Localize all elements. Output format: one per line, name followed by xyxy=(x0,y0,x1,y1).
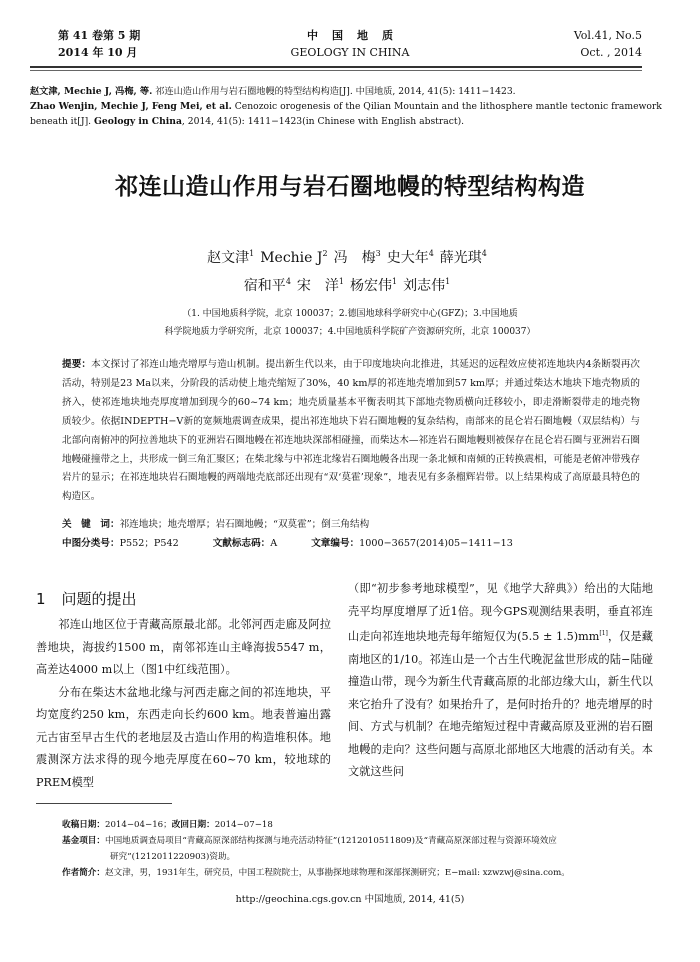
author-affiliation-marker: 1 xyxy=(249,249,255,258)
author-list-line2 xyxy=(0,275,700,295)
body-left-column xyxy=(36,614,331,794)
author-affiliation-marker: 1 xyxy=(338,277,344,286)
header-rule xyxy=(30,66,642,68)
author-name: 冯 梅 xyxy=(333,250,376,266)
date-en: Oct. , 2014 xyxy=(580,46,642,59)
dates-note xyxy=(62,817,652,833)
abstract xyxy=(62,356,640,507)
fund-label: 基金项目： xyxy=(62,836,105,846)
section-heading xyxy=(36,588,137,609)
abstract-label: 提要： xyxy=(62,359,92,370)
clc-label: 中图分类号： xyxy=(62,538,120,549)
classification xyxy=(62,535,640,554)
citation-en-text: Cenozoic orogenesis of the Qilian Mountain and the lithosphere mantle tectonic framework beneath it[J]. xyxy=(30,101,662,127)
footnote-rule xyxy=(36,803,172,804)
journal-issue-en xyxy=(574,27,642,61)
citation-cn-text: 祁连山造山作用与岩石圈地幔的特型结构构造[J]. 中国地质, 2014, 41(5): 1411−1423. xyxy=(152,86,516,97)
fund-line2: 研究”(1212011220903)资助。 xyxy=(110,852,236,862)
header-rule-thin xyxy=(30,70,642,71)
volume-en: Vol.41, No.5 xyxy=(573,29,642,42)
author-affiliation-marker: 3 xyxy=(375,249,381,258)
journal-issue-cn xyxy=(58,27,140,61)
author-list-line1 xyxy=(0,247,700,267)
abstract-text: 本文探讨了祁连山地壳增厚与造山机制。提出新生代以来，由于印度地块向北推进，其延迟的远程效应使祁连地块内4条断裂再次活动，特别是23 Ma以来，分阶段的活动使上地壳缩短了30%，40 km厚的祁连地壳增加到57 km厚；并通过柴达木地块下地壳物质的挤入，使祁连地块地壳厚度增加到现今的60~74 km；地壳质量基本平衡表明其下部地壳物质横向迁移较小，即走滑断裂带走的地壳物质较少。依据INDEPTH−V新的宽频地震调查成果，提出祁连地块下岩石圈地幔的复杂结构，南部来的昆仑岩石圈地幔（双层结构）与北部向南俯冲的阿拉善地块下的亚洲岩石圈地幔在祁连地块深部相碰撞，而柴达木—祁连岩石圈地幔则被保存在昆仑岩石圈与亚洲岩石圈地幔碰撞带之上，共形成一倒三角汇聚区；在柴北缘与中祁连北缘岩石圈地幔各出现一条北倾和南倾的正转换震相，可能是老俯冲带残存岩片的显示；在祁连地块岩石圈地幔的两端地壳底部还出现有“双‘莫霍’现象”，地表见有多条榴辉岩带。以上结果构成了高原最具特色的构造区。 xyxy=(62,359,641,503)
doc-code-value: A xyxy=(270,538,278,549)
author-name: 杨宏伟 xyxy=(350,278,392,294)
author-name: 史大年 xyxy=(386,250,429,266)
author-affiliation-marker: 1 xyxy=(392,277,398,286)
body-right-column xyxy=(348,578,653,784)
reference-marker[interactable]: [1] xyxy=(599,630,608,637)
fund-line1: 中国地质调查局项目“青藏高原深部结构探测与地壳活动特征”(1212010511809)及“青藏高原深部过程与资源环境效应 xyxy=(104,836,557,846)
bio-value: 赵文津，男，1931年生，研究员，中国工程院院士，从事勘探地球物理和深部探测研究；E−mail: xzwzwj@sina.com。 xyxy=(104,868,570,878)
clc-value: P552；P542 xyxy=(119,538,179,549)
article-no-label: 文章编号： xyxy=(311,538,360,549)
citation-en xyxy=(30,99,670,129)
journal-name-en: GEOLOGY IN CHINA xyxy=(290,46,410,59)
affiliation-line1: （1. 中国地质科学院，北京 100037；2.德国地球科学研究中心(GFZ)；3.中国地质 xyxy=(182,309,518,319)
volume-cn: 第 41 卷第 5 期 xyxy=(58,29,141,42)
keywords-label: 关 键 词： xyxy=(62,519,120,530)
affiliations xyxy=(0,305,700,341)
citation-block xyxy=(30,84,670,129)
journal-name xyxy=(250,27,450,61)
paper-title: 祁连山造山作用与岩石圈地幔的特型结构构造 xyxy=(115,174,585,200)
keywords-text: 祁连地块；地壳增厚；岩石圈地幔；“双莫霍”；倒三角结构 xyxy=(119,519,370,530)
date-cn: 2014 年 10 月 xyxy=(58,46,138,59)
author-affiliation-marker: 2 xyxy=(322,249,328,258)
page-footer[interactable]: http://geochina.cgs.gov.cn 中国地质, 2014, 41(5) xyxy=(235,894,465,905)
revised-label: 改回日期： xyxy=(171,820,215,830)
bio-note xyxy=(62,865,652,881)
citation-en-journal: Geology in China xyxy=(94,116,182,127)
affiliation-line2: 科学院地质力学研究所，北京 100037；4.中国地质科学院矿产资源研究所，北京 100037） xyxy=(164,327,536,337)
doc-code-label: 文献标志码： xyxy=(212,538,271,549)
paragraph xyxy=(348,578,653,784)
author-name: 赵文津 xyxy=(207,250,250,266)
citation-cn-authors: 赵文津, Mechie J, 冯梅, 等. xyxy=(30,86,153,97)
author-name: Mechie J xyxy=(260,250,323,266)
revised-value: 2014−07−18 xyxy=(214,820,273,830)
keywords xyxy=(62,516,640,535)
bio-label: 作者简介： xyxy=(62,868,105,878)
author-affiliation-marker: 4 xyxy=(481,249,487,258)
citation-cn xyxy=(30,84,670,99)
received-label: 收稿日期： xyxy=(62,820,105,830)
fund-note xyxy=(62,833,652,849)
paragraph-text: （即“初步参考地球模型”，见《地学大辞典》）给出的大陆地壳平均厚度增厚了近1倍。现今GPS观测结果表明，垂直祁连山走向祁连地块地壳每年缩短仅为(5.5 ± 1.5)mm xyxy=(348,582,653,643)
section-number: 1 xyxy=(36,590,46,608)
article-no-value: 1000−3657(2014)05−1411−13 xyxy=(359,538,513,549)
author-affiliation-marker: 4 xyxy=(285,277,291,286)
author-name: 宋 洋 xyxy=(296,278,339,294)
author-name: 薛光琪 xyxy=(439,250,482,266)
paragraph: 祁连山地区位于青藏高原最北部。北邻河西走廊及阿拉善地块，海拔约1500 m，南邻祁连山主峰海拔5547 m，高差达4000 m以上（图1中红线范围）。 xyxy=(36,618,331,676)
citation-en-authors: Zhao Wenjin, Mechie J, Feng Mei, et al. xyxy=(30,101,232,112)
section-title: 问题的提出 xyxy=(61,590,137,608)
journal-name-cn: 中国地质 xyxy=(307,29,407,42)
author-affiliation-marker: 1 xyxy=(445,277,451,286)
received-value: 2014−04−16； xyxy=(104,820,172,830)
author-name: 刘志伟 xyxy=(403,278,446,294)
footnotes xyxy=(62,817,652,881)
paragraph-text: ，仅是藏南地区的1/10。祁连山是一个古生代晚泥盆世形成的陆−陆碰撞造山带，现今为新生代青藏高原的北部边缘大山，新生代以来它抬升了没有？如果抬升了，是何时抬升的？地壳增厚的时间、方式与机制？在地壳缩短过程中青藏高原及亚洲的岩石圈地幔的走向？这些问题与高原北部地区大地震的活动有关。本文就这些问 xyxy=(348,630,653,778)
author-affiliation-marker: 4 xyxy=(428,249,434,258)
author-name: 宿和平 xyxy=(243,278,286,294)
citation-en-tail: , 2014, 41(5): 1411−1423(in Chinese with English abstract). xyxy=(181,116,465,127)
paragraph: 分布在柴达木盆地北缘与河西走廊之间的祁连地块，平均宽度约250 km，东西走向长约600 km。地表普遍出露元古宙至早古生代的老地层及古造山作用的构造堆积体。地震测深方法求得的现今地壳厚度在60~70 km，较地球的PREM模型 xyxy=(36,685,331,789)
